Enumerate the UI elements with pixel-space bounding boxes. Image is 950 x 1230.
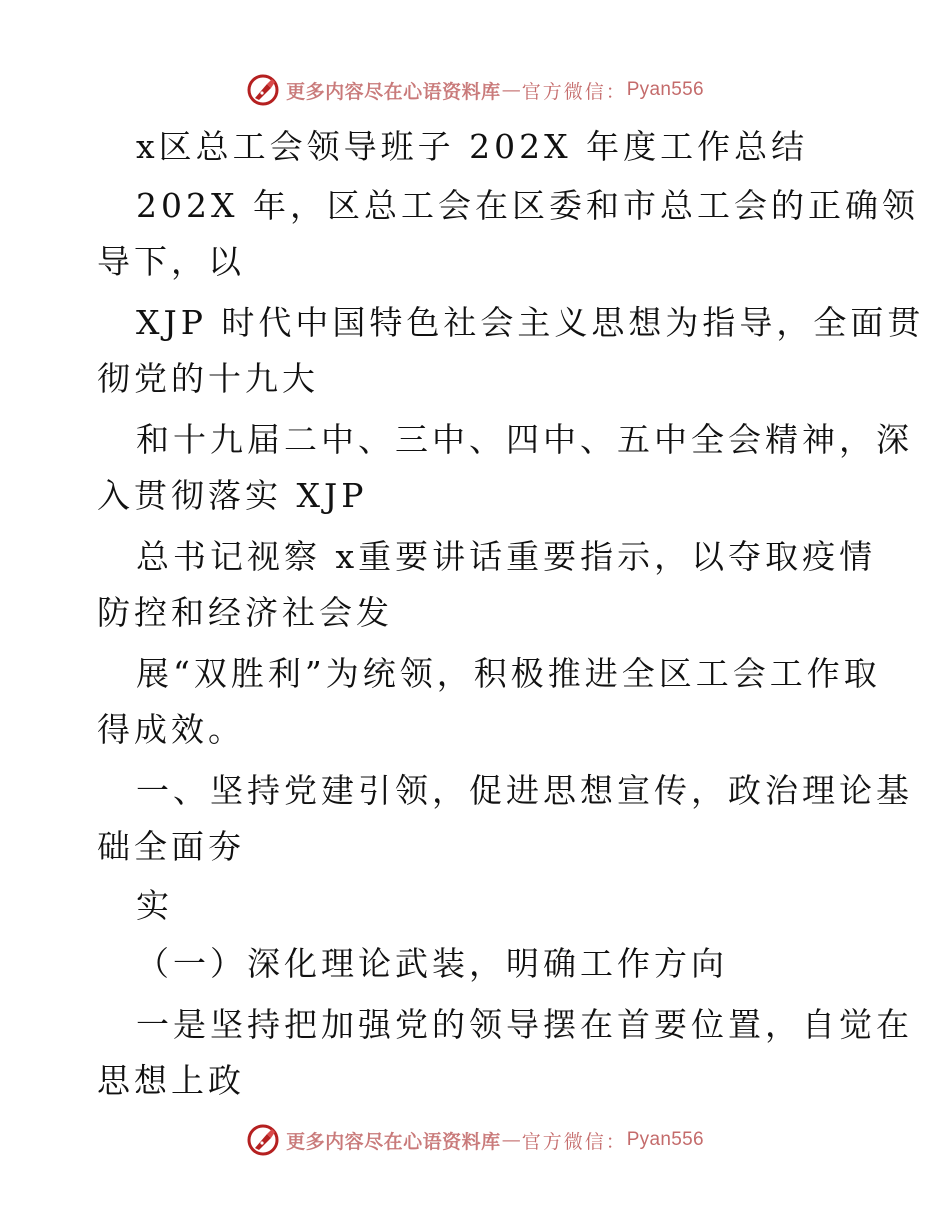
watermark-official-label: 官方微信：	[521, 1130, 627, 1153]
watermark-separator: —	[501, 1129, 521, 1151]
body-line-2: 导下，以	[97, 242, 245, 281]
watermark-official-label: 官方微信：	[521, 80, 627, 103]
body-line-15: 一是坚持把加强党的领导摆在首要位置，自觉在	[136, 1005, 913, 1044]
watermark-banner-bottom	[0, 1120, 950, 1160]
body-line-16: 思想上政	[97, 1061, 245, 1100]
pen-nib-logo-icon	[246, 1123, 280, 1157]
body-line-1: 202X 年，区总工会在区委和市总工会的正确领	[136, 186, 919, 225]
body-line-4: 彻党的十九大	[97, 359, 319, 398]
body-line-9: 展“双胜利”为统领，积极推进全区工会工作取	[136, 654, 881, 693]
section-heading-1: 一、坚持党建引领，促进思想宣传，政治理论基	[136, 771, 913, 810]
watermark-wechat-id: Pyan556	[626, 79, 704, 100]
body-line-5: 和十九届二中、三中、四中、五中全会精神，深	[136, 420, 913, 459]
body-line-8: 防控和经济社会发	[97, 593, 393, 632]
watermark-wechat-id: Pyan556	[626, 1129, 704, 1150]
watermark-brand-text: 更多内容尽在心语资料库	[286, 1130, 501, 1153]
body-line-7: 总书记视察 x重要讲话重要指示，以夺取疫情	[136, 537, 877, 576]
body-line-3: XJP 时代中国特色社会主义思想为指导，全面贯	[136, 303, 925, 342]
body-line-10: 得成效。	[97, 710, 245, 749]
watermark-brand-text: 更多内容尽在心语资料库	[286, 80, 501, 103]
body-line-13: 实	[136, 886, 173, 925]
watermark-separator: —	[501, 79, 521, 101]
body-line-6: 入贯彻落实 XJP	[97, 476, 368, 515]
body-line-12: 础全面夯	[97, 827, 245, 866]
document-title: x区总工会领导班子 202X 年度工作总结	[136, 127, 809, 166]
subsection-heading-1: （一）深化理论武装，明确工作方向	[136, 944, 728, 983]
